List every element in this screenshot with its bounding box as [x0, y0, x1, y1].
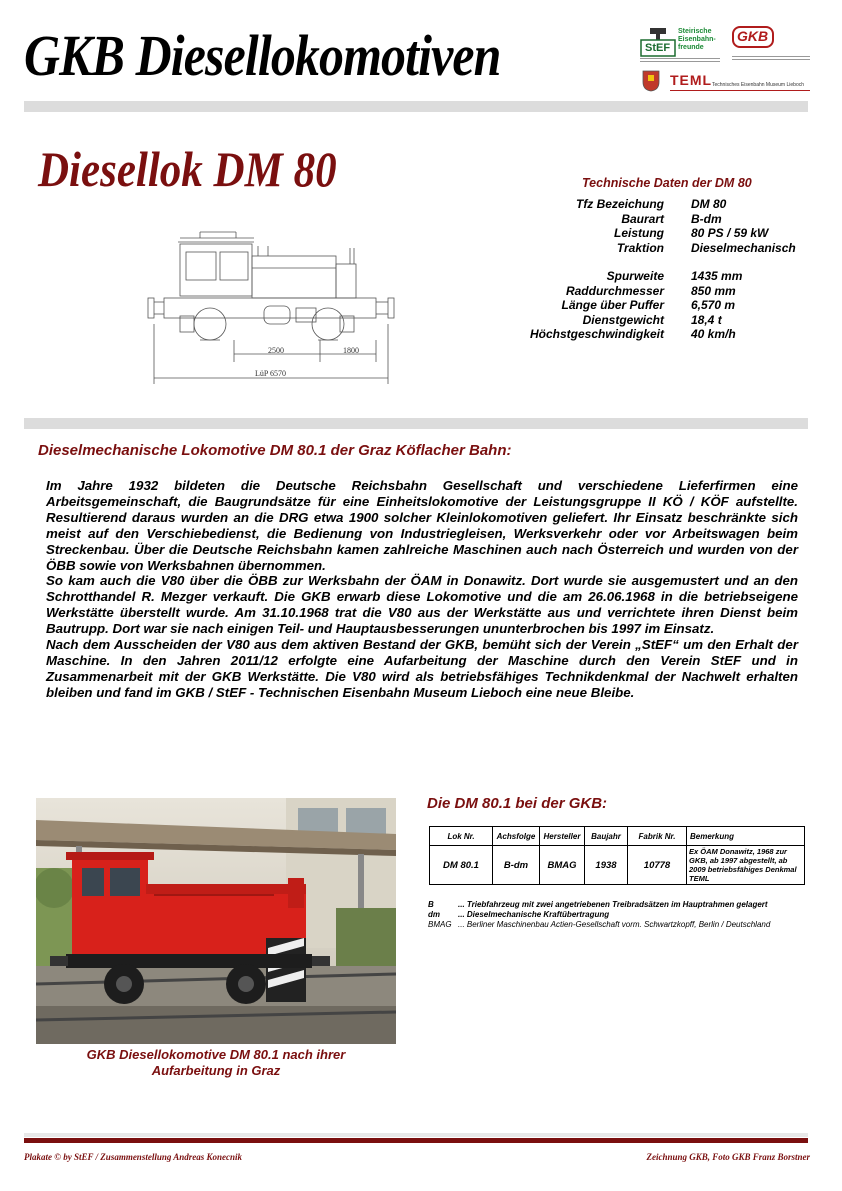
column-header: Bemerkung [687, 827, 805, 846]
section-divider [24, 418, 808, 429]
footer-credits-right: Zeichnung GKB, Foto GKB Franz Borstner [646, 1152, 810, 1162]
table-cell: 1938 [585, 846, 628, 885]
stef-logo-text [678, 28, 716, 52]
table-row [430, 846, 805, 885]
spec-row: Höchstgeschwindigkeit 40 km/h [529, 327, 736, 341]
paragraph: So kam auch die V80 über die ÖBB zur Werksbahn der ÖAM in Donawitz. Dort wurde sie ausgemustert und an den Schrotthandel R. Mezger verkauft. Die GKB erwarb diese Lokomotive und die am 26.06.1968 in die betriebseigene Werkstätte überstellt wurde. Am 31.10.1968 trat die V80 aus der Werkstätte aus und verrichtete ihren Dienst beim Bautrupp. Dort war sie nach einigen Teil- und Hauptausbesserungen ununterbrochen bis 1997 im Einsatz. [46, 573, 798, 637]
history-text [46, 478, 798, 701]
legend-item: dm ... Dieselmechanische Kraftübertragung [428, 910, 610, 919]
spec-row: Dienstgewicht 18,4 t [582, 312, 722, 327]
locomotive-photo [36, 798, 396, 1044]
section-heading: Dieselmechanische Lokomotive DM 80.1 der Graz Köflacher Bahn: [38, 442, 512, 459]
column-header: Achsfolge [493, 827, 540, 846]
table-cell: Ex ÖAM Donawitz, 1968 zur GKB, ab 1997 abgestellt, ab 2009 betriebsfähiges Denkmal TEML [687, 846, 805, 885]
legend-item: B ... Triebfahrzeug mit zwei angetriebenen Treibradsätzen im Hauptrahmen gelagert [428, 900, 768, 909]
photo-caption [36, 1047, 396, 1079]
locomotive-table [429, 826, 805, 885]
locomotive-drawing [140, 228, 402, 384]
spec-row: Tfz Bezeichung DM 80 [575, 197, 727, 211]
red-locomotive-photo-icon [36, 798, 396, 1044]
stef-text-line: Steirische [678, 28, 712, 35]
dimension-label: 1800 [343, 346, 359, 355]
footer-divider [24, 1138, 808, 1143]
table-cell: 10778 [628, 846, 687, 885]
gkb-logo [732, 26, 810, 52]
header-divider [24, 101, 808, 112]
column-header: Fabrik Nr. [628, 827, 687, 846]
spec-row: Traktion Dieselmechanisch [616, 240, 796, 255]
logo-group [640, 24, 810, 98]
tech-data-title: Technische Daten der DM 80 [582, 176, 752, 190]
paragraph: Nach dem Ausscheiden der V80 aus dem aktiven Bestand der GKB, bemüht sich der Verein „StEF“ um den Erhalt der Maschine. In den Jahren 2011/12 erfolgte eine Aufarbeitung der Maschine durch den Verein StEF und in Zusammenarbeit mit der GKB Werkstätte. Die V80 wird als betriebsfähiges Technikdenkmal der Nachwelt erhalten bleiben und fand im GKB / StEF - Technischen Eisenbahn Museum Lieboch eine neue Bleibe. [46, 637, 798, 700]
teml-logo-text: Technisches Eisenbahn Museum Lieboch [712, 82, 804, 88]
spec-row: Leistung 80 PS / 59 kW [614, 226, 769, 240]
spec-row: Länge über Puffer 6,570 m [561, 298, 736, 312]
legend-item: BMAG ... Berliner Maschinenbau Actien-Gesellschaft vorm. Schwartzkopff, Berlin / Deutschland [428, 920, 771, 929]
gkb-logo-label: GKB [737, 28, 769, 44]
spec-row: Raddurchmesser 850 mm [565, 283, 736, 298]
footer-credits-left: Plakate © by StEF / Zusammenstellung Andreas Konecnik [24, 1152, 243, 1162]
locomotive-line-drawing-icon [140, 228, 402, 384]
caption-line: Aufarbeitung in Graz [151, 1063, 281, 1078]
coat-of-arms-icon [642, 70, 660, 92]
table-cell: B-dm [493, 846, 540, 885]
teml-logo-label: TEML [670, 72, 713, 88]
column-header: Lok Nr. [430, 827, 493, 846]
spec-row: Baurart B-dm [621, 211, 722, 226]
stef-address-lines [640, 58, 720, 62]
dimension-label: 2500 [268, 346, 284, 355]
gkb-section-heading: Die DM 80.1 bei der GKB: [427, 795, 608, 812]
teml-underline [670, 90, 810, 91]
paragraph: Im Jahre 1932 bildeten die Deutsche Reichsbahn Gesellschaft und verschiedene Lieferfirmen eine Arbeitsgemeinschaft, die Baugrundsätze für eine Einheitslokomotive der Leistungsgruppe II KÖ / KÖF aufstellte. Resultierend daraus wurden an die DRG etwa 1900 solcher Kleinlokomotiven geliefert. Ihr Einsatz beschränkte sich meist auf den Verschiebedienst, die Bedienung von Industriegleisen, Werksverkehr oder vor Arbeitswagen beim Streckenbau. Über die Deutsche Reichsbahn kamen zahlreiche Maschinen auch nach Österreich und wurden von der ÖBB sowie von Werksbahnen übernommen. [46, 478, 798, 573]
table-cell: BMAG [540, 846, 585, 885]
locomotive-title: Diesellok DM 80 [38, 141, 337, 197]
abbreviation-legend [428, 900, 808, 930]
footer-divider-light [24, 1133, 808, 1137]
spec-row: Spurweite 1435 mm [606, 269, 743, 283]
dimension-label: LüP 6570 [255, 369, 287, 378]
stef-text-line: Eisenbahn- [678, 36, 716, 43]
caption-line: GKB Diesellokomotive DM 80.1 nach ihrer [86, 1047, 346, 1062]
column-header: Baujahr [585, 827, 628, 846]
stef-text-line: freunde [678, 44, 704, 51]
stef-logo-label: StEF [645, 42, 671, 54]
table-cell: DM 80.1 [430, 846, 493, 885]
column-header: Hersteller [540, 827, 585, 846]
stef-logo [640, 28, 676, 58]
table-header-row [430, 827, 805, 846]
gkb-address-lines [732, 56, 810, 60]
page-title: GKB Diesellokomotiven [24, 23, 501, 88]
